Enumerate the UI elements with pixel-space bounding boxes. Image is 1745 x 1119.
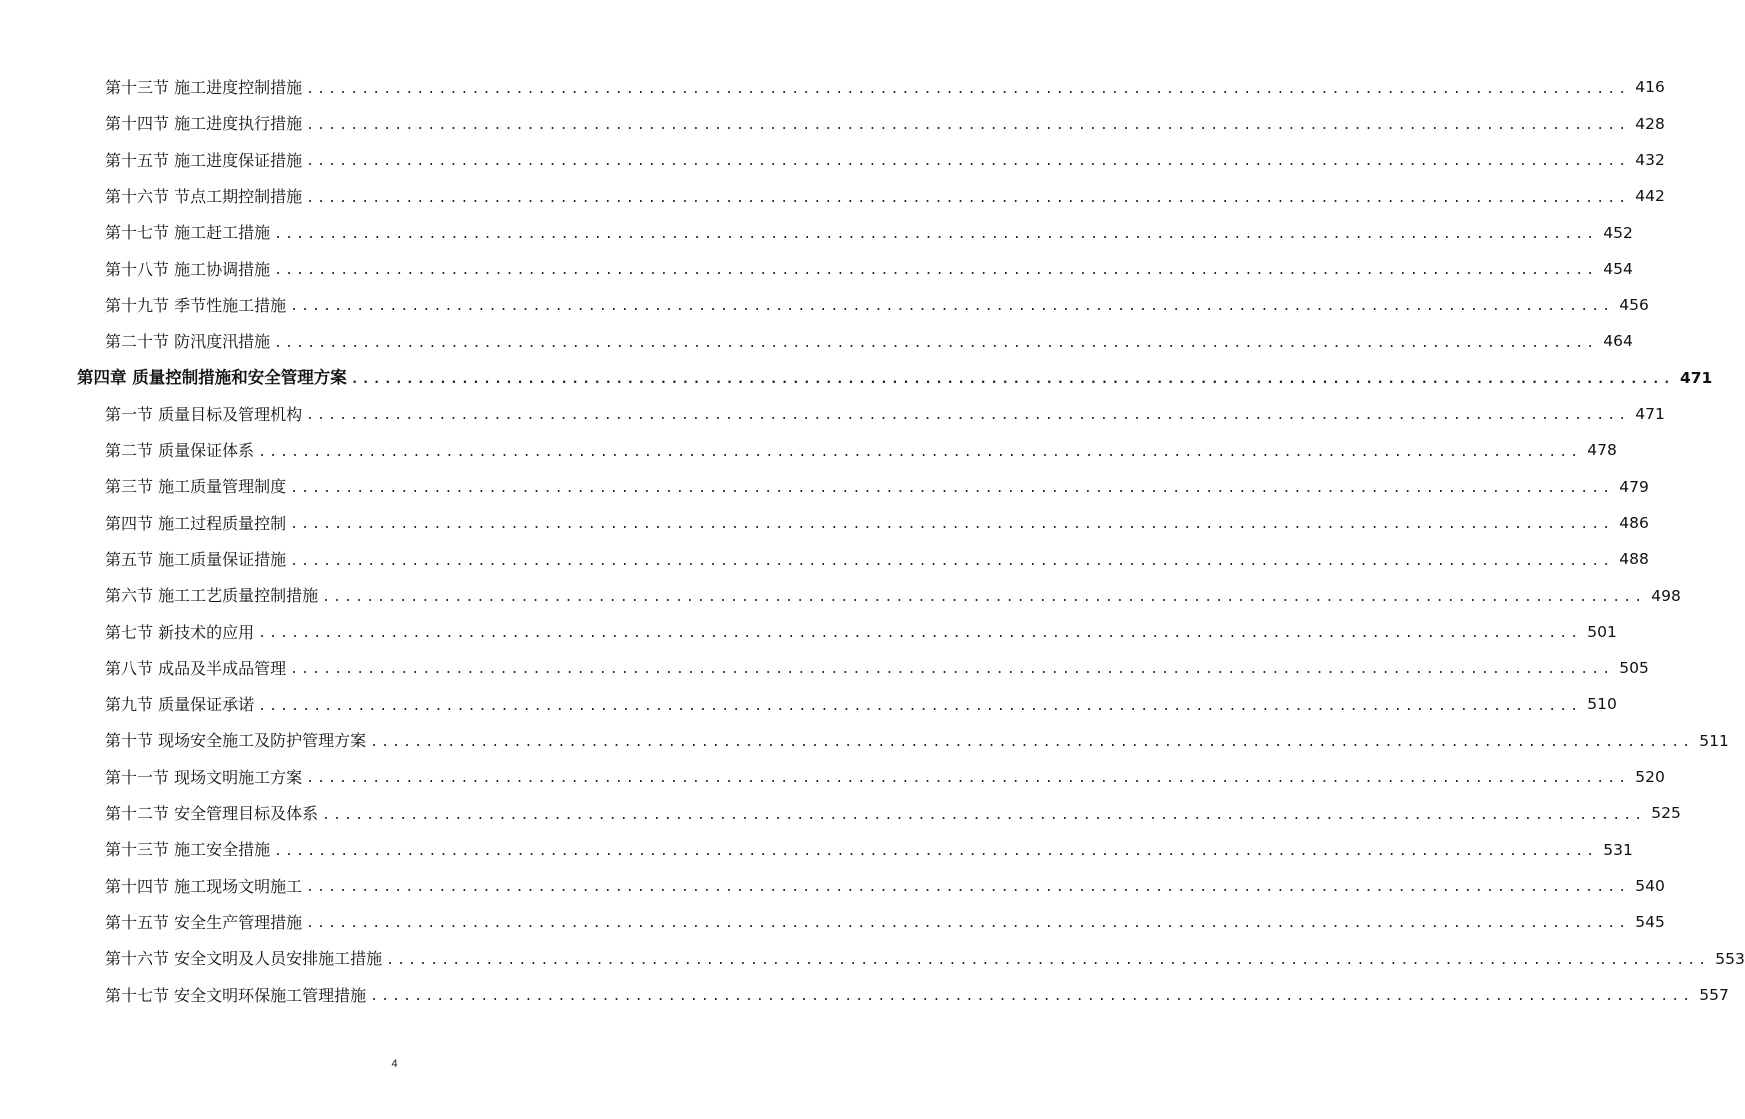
toc-entry-page: 531 <box>1603 840 1633 859</box>
toc-dot-leader: ........................................................................................................................ <box>306 408 1630 424</box>
toc-dot-leader: ........................................................................................................................ <box>370 989 1694 1005</box>
toc-chapter-entry[interactable] <box>0 360 1713 396</box>
toc-entry-title: 第八节 成品及半成品管理 <box>105 658 287 678</box>
toc-section-entry[interactable] <box>0 687 1617 723</box>
toc-dot-leader: ........................................................................................................................ <box>274 226 1598 242</box>
toc-dot-leader: ........................................................................................................................ <box>306 190 1630 206</box>
toc-section-entry[interactable] <box>0 977 1729 1013</box>
toc-entry-page: 454 <box>1603 259 1633 278</box>
toc-entry-page: 428 <box>1635 114 1665 133</box>
toc-section-entry[interactable] <box>0 397 1665 433</box>
toc-section-entry[interactable] <box>0 215 1633 251</box>
toc-entry-page: 471 <box>1679 368 1713 387</box>
toc-entry-page: 505 <box>1619 659 1649 678</box>
toc-entry-title: 第二节 质量保证体系 <box>105 441 255 461</box>
toc-entry-page: 464 <box>1603 332 1633 351</box>
toc-dot-leader: ........................................................................................................................ <box>306 117 1630 133</box>
toc-dot-leader: ........................................................................................................................ <box>306 880 1630 896</box>
toc-entry-page: 486 <box>1619 513 1649 532</box>
toc-dot-leader: ........................................................................................................................ <box>274 335 1598 351</box>
toc-entry-title: 第十五节 安全生产管理措施 <box>105 912 303 932</box>
toc-dot-leader: ........................................................................................................................ <box>306 81 1630 97</box>
table-of-contents <box>0 70 1745 1014</box>
toc-entry-title: 第十七节 安全文明环保施工管理措施 <box>105 985 367 1005</box>
toc-dot-leader: ........................................................................................................................ <box>290 553 1614 569</box>
toc-dot-leader: ........................................................................................................................ <box>370 734 1694 750</box>
toc-entry-page: 452 <box>1603 223 1633 242</box>
toc-section-entry[interactable] <box>0 542 1649 578</box>
toc-entry-title: 第四章 质量控制措施和安全管理方案 <box>77 368 347 388</box>
toc-dot-leader: ........................................................................................................................ <box>350 372 1674 388</box>
toc-entry-title: 第二十节 防汛度汛措施 <box>105 332 271 352</box>
toc-section-entry[interactable] <box>0 506 1649 542</box>
toc-section-entry[interactable] <box>0 469 1649 505</box>
toc-entry-title: 第九节 质量保证承诺 <box>105 695 255 715</box>
toc-entry-page: 432 <box>1635 150 1665 169</box>
toc-entry-title: 第十四节 施工现场文明施工 <box>105 876 303 896</box>
toc-section-entry[interactable] <box>0 760 1665 796</box>
toc-entry-page: 471 <box>1635 405 1665 424</box>
toc-section-entry[interactable] <box>0 941 1745 977</box>
toc-entry-page: 501 <box>1587 622 1617 641</box>
toc-entry-title: 第十三节 施工安全措施 <box>105 840 271 860</box>
toc-section-entry[interactable] <box>0 70 1665 106</box>
toc-section-entry[interactable] <box>0 143 1665 179</box>
toc-dot-leader: ........................................................................................................................ <box>306 771 1630 787</box>
toc-dot-leader: ........................................................................................................................ <box>290 480 1614 496</box>
toc-dot-leader: ........................................................................................................................ <box>322 589 1646 605</box>
toc-entry-page: 416 <box>1635 78 1665 97</box>
toc-entry-page: 488 <box>1619 550 1649 569</box>
toc-section-entry[interactable] <box>0 324 1633 360</box>
toc-dot-leader: ........................................................................................................................ <box>306 154 1630 170</box>
toc-entry-title: 第三节 施工质量管理制度 <box>105 477 287 497</box>
toc-entry-title: 第十二节 安全管理目标及体系 <box>105 804 319 824</box>
toc-entry-title: 第十六节 安全文明及人员安排施工措施 <box>105 949 383 969</box>
toc-entry-title: 第七节 新技术的应用 <box>105 622 255 642</box>
toc-entry-title: 第十四节 施工进度执行措施 <box>105 114 303 134</box>
toc-entry-title: 第十八节 施工协调措施 <box>105 259 271 279</box>
toc-entry-title: 第十节 现场安全施工及防护管理方案 <box>105 731 367 751</box>
toc-entry-page: 525 <box>1651 804 1681 823</box>
toc-entry-title: 第十九节 季节性施工措施 <box>105 295 287 315</box>
toc-entry-page: 498 <box>1651 586 1681 605</box>
toc-dot-leader: ........................................................................................................................ <box>258 626 1582 642</box>
toc-dot-leader: ........................................................................................................................ <box>290 662 1614 678</box>
toc-entry-page: 545 <box>1635 913 1665 932</box>
toc-dot-leader: ........................................................................................................................ <box>290 299 1614 315</box>
toc-entry-page: 456 <box>1619 296 1649 315</box>
toc-entry-title: 第四节 施工过程质量控制 <box>105 513 287 533</box>
toc-section-entry[interactable] <box>0 832 1633 868</box>
toc-entry-title: 第十七节 施工赶工措施 <box>105 223 271 243</box>
toc-entry-title: 第十一节 现场文明施工方案 <box>105 767 303 787</box>
toc-section-entry[interactable] <box>0 869 1665 905</box>
toc-dot-leader: ........................................................................................................................ <box>274 843 1598 859</box>
toc-entry-title: 第十五节 施工进度保证措施 <box>105 150 303 170</box>
toc-section-entry[interactable] <box>0 288 1649 324</box>
toc-entry-page: 540 <box>1635 876 1665 895</box>
toc-section-entry[interactable] <box>0 179 1665 215</box>
toc-dot-leader: ........................................................................................................................ <box>306 916 1630 932</box>
toc-dot-leader: ........................................................................................................................ <box>322 807 1646 823</box>
toc-entry-title: 第十三节 施工进度控制措施 <box>105 78 303 98</box>
toc-entry-page: 510 <box>1587 695 1617 714</box>
toc-entry-page: 479 <box>1619 477 1649 496</box>
toc-section-entry[interactable] <box>0 106 1665 142</box>
toc-section-entry[interactable] <box>0 433 1617 469</box>
toc-entry-page: 553 <box>1715 949 1745 968</box>
toc-entry-page: 511 <box>1699 731 1729 750</box>
toc-section-entry[interactable] <box>0 251 1633 287</box>
toc-section-entry[interactable] <box>0 796 1681 832</box>
toc-dot-leader: ........................................................................................................................ <box>290 517 1614 533</box>
page-number: 4 <box>391 1058 398 1070</box>
toc-entry-page: 557 <box>1699 985 1729 1004</box>
toc-entry-page: 442 <box>1635 187 1665 206</box>
toc-entry-title: 第六节 施工工艺质量控制措施 <box>105 586 319 606</box>
toc-entry-title: 第五节 施工质量保证措施 <box>105 550 287 569</box>
toc-section-entry[interactable] <box>0 723 1729 759</box>
toc-entry-page: 520 <box>1635 768 1665 787</box>
toc-entry-title: 第一节 质量目标及管理机构 <box>105 404 303 424</box>
toc-entry-title: 第十六节 节点工期控制措施 <box>105 187 303 207</box>
toc-section-entry[interactable] <box>0 651 1649 687</box>
toc-dot-leader: ........................................................................................................................ <box>386 952 1710 968</box>
toc-section-entry[interactable] <box>0 578 1681 614</box>
toc-entry-page: 478 <box>1587 441 1617 460</box>
toc-dot-leader: ........................................................................................................................ <box>274 263 1598 279</box>
toc-section-entry[interactable] <box>0 905 1665 941</box>
toc-section-entry[interactable] <box>0 614 1617 650</box>
toc-dot-leader: ........................................................................................................................ <box>258 444 1582 460</box>
toc-dot-leader: ........................................................................................................................ <box>258 698 1582 714</box>
